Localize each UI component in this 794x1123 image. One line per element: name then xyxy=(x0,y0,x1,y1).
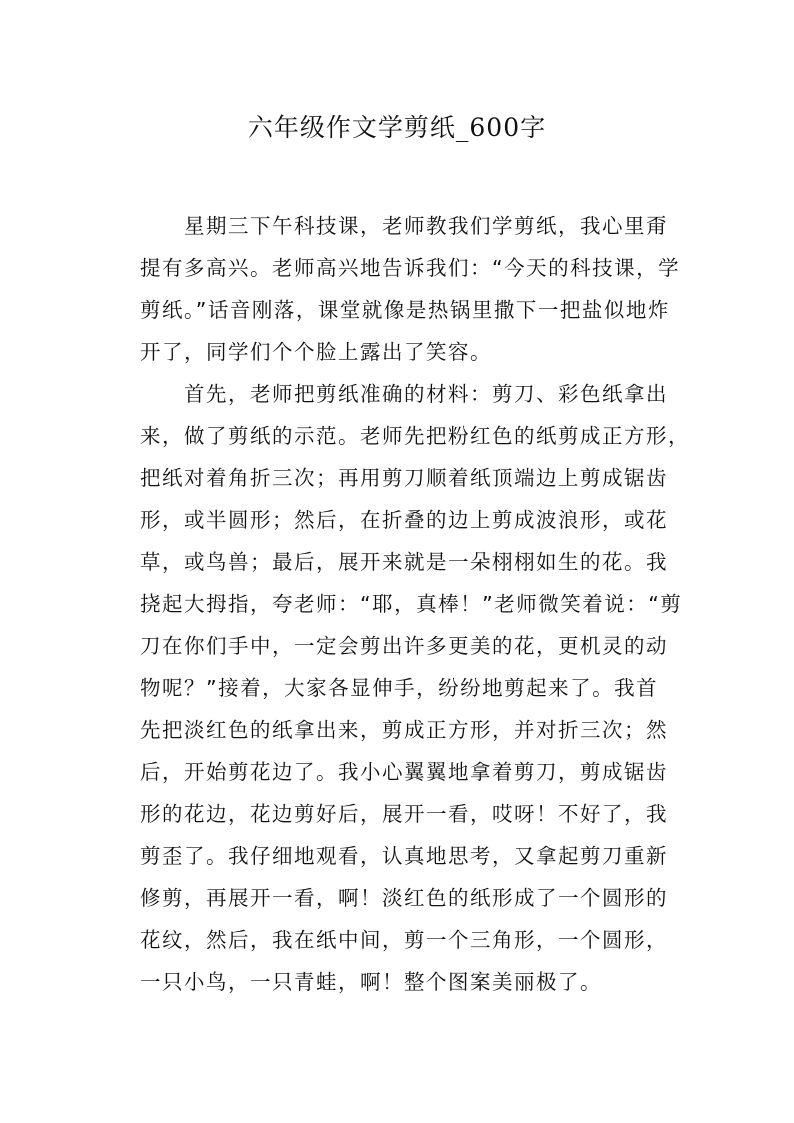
text-line: 来，做了剪纸的示范。老师先把粉红色的纸剪成正方形， xyxy=(140,424,690,448)
text-line: 提有多高兴。老师高兴地告诉我们：“今天的科技课，学 xyxy=(140,256,681,280)
text-line: 剪歪了。我仔细地观看，认真地思考，又拿起剪刀重新 xyxy=(140,844,668,868)
text-line: 形，或半圆形；然后，在折叠的边上剪成波浪形，或花 xyxy=(140,508,668,532)
text-line: 星期三下午科技课，老师教我们学剪纸，我心里甭 xyxy=(184,214,668,238)
text-line: 把纸对着角折三次；再用剪刀顺着纸顶端边上剪成锯齿 xyxy=(140,466,668,490)
text-line: 修剪，再展开一看，啊！淡红色的纸形成了一个圆形的 xyxy=(140,886,668,910)
document-title: 六年级作文学剪纸_600字 xyxy=(247,113,547,142)
text-line: 一只小鸟，一只青蛙，啊！整个图案美丽极了。 xyxy=(140,970,602,994)
text-line: 剪纸。”话音刚落，课堂就像是热锅里撒下一把盐似地炸 xyxy=(140,298,670,322)
text-line: 形的花边，花边剪好后，展开一看，哎呀！不好了，我 xyxy=(140,802,668,826)
text-line: 草，或鸟兽；最后，展开来就是一朵栩栩如生的花。我 xyxy=(140,550,668,574)
text-line: 先把淡红色的纸拿出来，剪成正方形，并对折三次；然 xyxy=(140,718,668,742)
text-line: 首先，老师把剪纸准确的材料：剪刀、彩色纸拿出 xyxy=(184,382,668,406)
text-line: 后，开始剪花边了。我小心翼翼地拿着剪刀，剪成锯齿 xyxy=(140,760,668,784)
text-line: 刀在你们手中，一定会剪出许多更美的花，更机灵的动 xyxy=(140,634,668,658)
text-line: 花纹，然后，我在纸中间，剪一个三角形，一个圆形， xyxy=(140,928,668,952)
text-line: 物呢？”接着，大家各显伸手，纷纷地剪起来了。我首 xyxy=(140,676,659,700)
text-line: 挠起大拇指，夸老师：“耶，真棒！”老师微笑着说：“剪 xyxy=(140,592,683,616)
text-line: 开了，同学们个个脸上露出了笑容。 xyxy=(140,340,492,364)
